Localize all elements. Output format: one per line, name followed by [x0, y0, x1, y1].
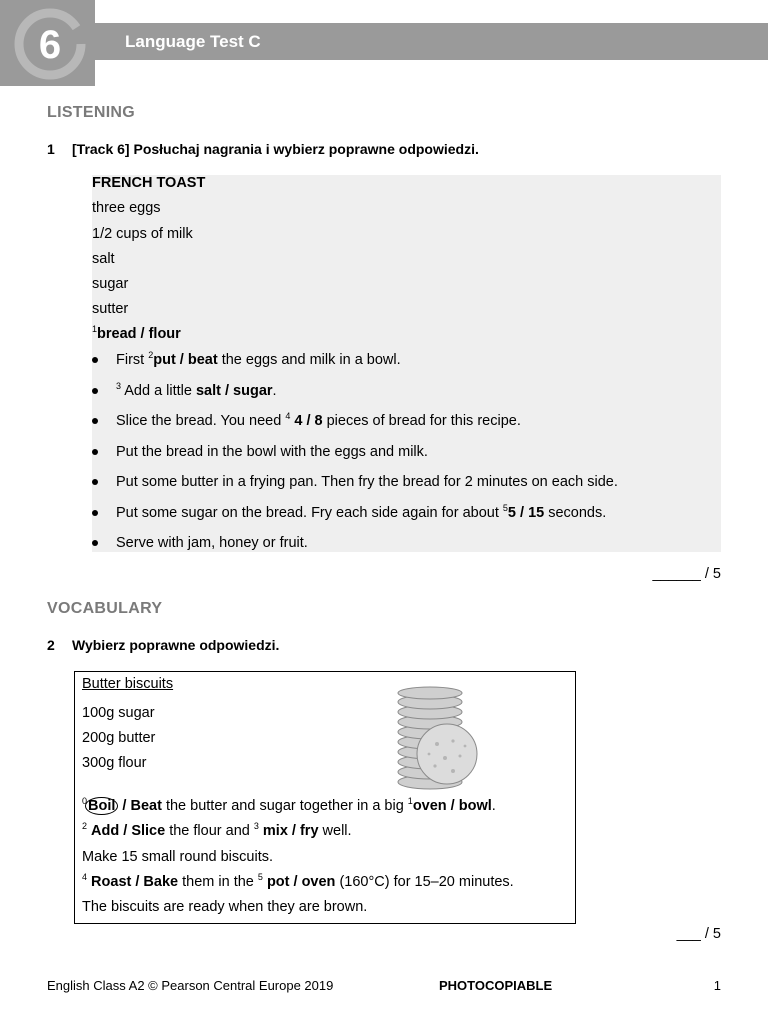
recipe-step-1: $^0$Boil / Beat the butter and sugar together in a big $^1$oven / bowl. [82, 796, 496, 814]
footer-copyright: English Class A2 © Pearson Central Europe 2019 [47, 978, 334, 993]
recipe-step-2: $^2$ Add / Slice the flour and $^3$ mix / fry well. [82, 821, 352, 839]
example-answer-circle: Boil [85, 797, 118, 815]
ingredient: 200g butter [82, 730, 156, 746]
ingredient: 100g sugar [82, 705, 155, 721]
answer-options[interactable]: Roast / Bake [91, 874, 179, 890]
answer-options[interactable]: 5 / 15 [507, 505, 545, 521]
task-number: 2 [47, 637, 55, 653]
ingredient: 300g flour [82, 755, 147, 771]
answer-options[interactable]: pot / oven [266, 874, 336, 890]
answer-options[interactable]: put / beat [153, 352, 218, 368]
ingredient: sutter [92, 301, 129, 317]
biscuit-recipe-box [74, 671, 576, 924]
page-number: 1 [713, 978, 721, 993]
vocabulary-task-instruction [47, 637, 279, 653]
recipe-step-3: Make 15 small round biscuits. [82, 849, 273, 865]
task-text: [Track 6] Posłuchaj nagrania i wybierz poprawne odpowiedzi. [72, 141, 479, 157]
answer-options[interactable]: oven / bowl [412, 798, 492, 814]
unit-number: 6 [38, 23, 62, 67]
unit-number-badge [0, 0, 95, 86]
listening-task-instruction [47, 141, 479, 157]
ingredient: sugar [92, 276, 129, 292]
answer-options[interactable]: 4 / 8 [290, 413, 323, 429]
listening-heading: LISTENING [47, 104, 136, 121]
answer-options[interactable]: bread / flour [97, 326, 181, 342]
recipe-step-4: $^4$ Roast / Bake them in the $^5$ pot / oven (160°C) for 15–20 minutes. [82, 872, 514, 890]
footer-photocopiable: PHOTOCOPIABLE [439, 978, 553, 993]
listening-score: ______ / 5 [652, 566, 721, 582]
answer-options[interactable]: salt / sugar [195, 383, 273, 399]
unit-circle-icon [0, 0, 95, 86]
biscuit-stack-image [395, 686, 485, 796]
recipe-title: FRENCH TOAST [92, 175, 206, 191]
question-item-1: $^1$bread / flour [92, 324, 181, 342]
ingredient: three eggs [92, 200, 161, 216]
task-text: Wybierz poprawne odpowiedzi. [72, 637, 280, 653]
answer-options[interactable]: mix / fry [262, 823, 319, 839]
answer-options[interactable]: Add / Slice [91, 823, 166, 839]
page-title: Language Test C [125, 32, 261, 51]
header-bar [95, 23, 768, 60]
ingredient: 1/2 cups of milk [92, 226, 193, 242]
task-number: 1 [47, 141, 55, 157]
vocabulary-heading: VOCABULARY [47, 600, 163, 617]
ingredient: salt [92, 251, 115, 267]
recipe-title: Butter biscuits [82, 676, 174, 692]
vocabulary-score: ___ / 5 [676, 926, 721, 942]
recipe-step-5: The biscuits are ready when they are brown. [82, 899, 368, 915]
